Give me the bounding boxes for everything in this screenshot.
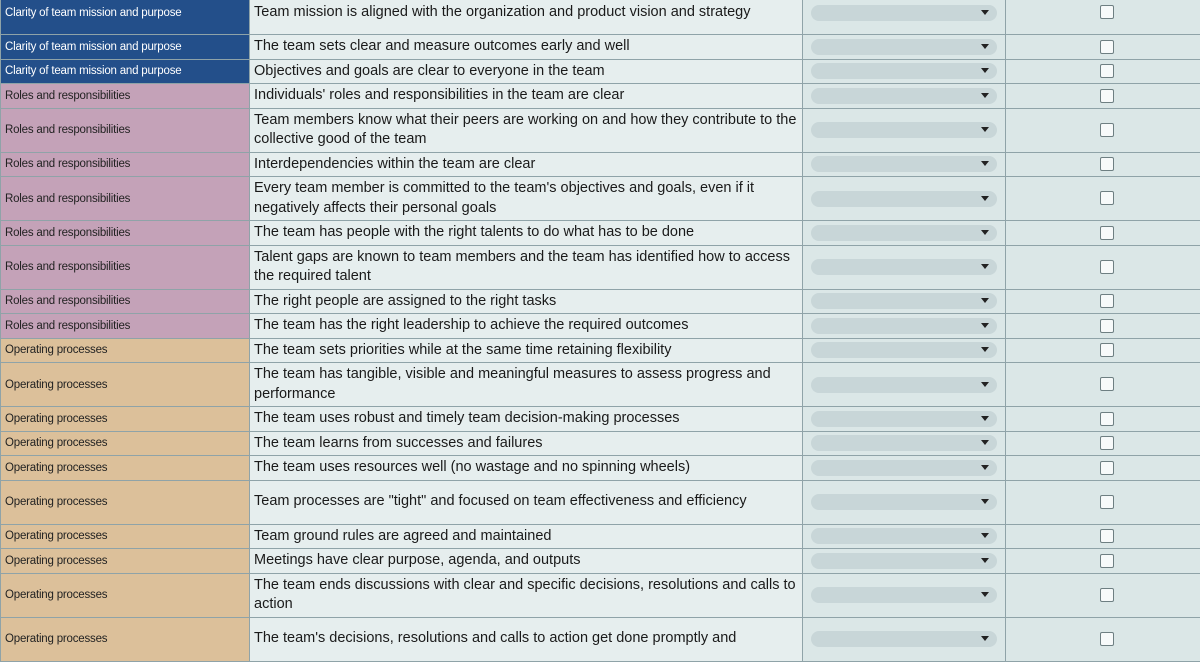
checkbox-icon[interactable] xyxy=(1100,260,1114,274)
question-cell: Objectives and goals are clear to everyone in the team xyxy=(250,59,803,84)
checkbox-icon[interactable] xyxy=(1100,319,1114,333)
chevron-down-icon[interactable] xyxy=(981,127,989,132)
checkbox-icon[interactable] xyxy=(1100,495,1114,509)
question-cell: Team mission is aligned with the organization and product vision and strategy xyxy=(250,0,803,35)
checkbox-icon[interactable] xyxy=(1100,632,1114,646)
assessment-rows xyxy=(1,0,1200,661)
question-cell: The team uses resources well (no wastage and no spinning wheels) xyxy=(250,456,803,481)
rating-cell xyxy=(803,35,1006,60)
checkbox-icon[interactable] xyxy=(1100,123,1114,137)
table-row xyxy=(1,363,1200,407)
chevron-down-icon[interactable] xyxy=(981,93,989,98)
rating-cell xyxy=(803,177,1006,221)
select-cell xyxy=(1006,549,1200,574)
rating-dropdown[interactable] xyxy=(811,63,997,79)
rating-dropdown[interactable] xyxy=(811,553,997,569)
question-cell: The team has the right leadership to achieve the required outcomes xyxy=(250,314,803,339)
table-row xyxy=(1,108,1200,152)
table-row xyxy=(1,314,1200,339)
category-cell: Roles and responsibilities xyxy=(1,289,250,314)
category-cell: Operating processes xyxy=(1,524,250,549)
chevron-down-icon[interactable] xyxy=(981,68,989,73)
rating-cell xyxy=(803,289,1006,314)
question-cell: The team uses robust and timely team decision-making processes xyxy=(250,407,803,432)
rating-cell xyxy=(803,0,1006,35)
select-cell xyxy=(1006,524,1200,549)
rating-dropdown[interactable] xyxy=(811,318,997,334)
rating-dropdown[interactable] xyxy=(811,39,997,55)
checkbox-icon[interactable] xyxy=(1100,436,1114,450)
rating-cell xyxy=(803,338,1006,363)
rating-cell xyxy=(803,617,1006,661)
checkbox-icon[interactable] xyxy=(1100,5,1114,19)
select-cell xyxy=(1006,314,1200,339)
chevron-down-icon[interactable] xyxy=(981,440,989,445)
rating-cell xyxy=(803,407,1006,432)
question-cell: The team learns from successes and failures xyxy=(250,431,803,456)
rating-cell xyxy=(803,573,1006,617)
chevron-down-icon[interactable] xyxy=(981,264,989,269)
rating-dropdown[interactable] xyxy=(811,528,997,544)
table-row xyxy=(1,573,1200,617)
rating-cell xyxy=(803,314,1006,339)
checkbox-icon[interactable] xyxy=(1100,226,1114,240)
category-cell: Clarity of team mission and purpose xyxy=(1,35,250,60)
question-cell: The team has people with the right talents to do what has to be done xyxy=(250,221,803,246)
table-row xyxy=(1,0,1200,35)
rating-dropdown[interactable] xyxy=(811,494,997,510)
select-cell xyxy=(1006,456,1200,481)
rating-dropdown[interactable] xyxy=(811,377,997,393)
select-cell xyxy=(1006,35,1200,60)
select-cell xyxy=(1006,407,1200,432)
select-cell xyxy=(1006,177,1200,221)
question-cell: The right people are assigned to the right tasks xyxy=(250,289,803,314)
table-row xyxy=(1,338,1200,363)
checkbox-icon[interactable] xyxy=(1100,191,1114,205)
category-cell: Operating processes xyxy=(1,407,250,432)
rating-cell xyxy=(803,431,1006,456)
question-cell: The team sets priorities while at the same time retaining flexibility xyxy=(250,338,803,363)
rating-cell xyxy=(803,456,1006,481)
rating-cell xyxy=(803,221,1006,246)
category-cell: Operating processes xyxy=(1,338,250,363)
category-cell: Clarity of team mission and purpose xyxy=(1,0,250,35)
table-row xyxy=(1,456,1200,481)
table-row xyxy=(1,480,1200,524)
category-cell: Roles and responsibilities xyxy=(1,152,250,177)
select-cell xyxy=(1006,363,1200,407)
category-cell: Roles and responsibilities xyxy=(1,221,250,246)
chevron-down-icon[interactable] xyxy=(981,230,989,235)
chevron-down-icon[interactable] xyxy=(981,10,989,15)
table-row xyxy=(1,177,1200,221)
checkbox-icon[interactable] xyxy=(1100,412,1114,426)
category-cell: Operating processes xyxy=(1,549,250,574)
select-cell xyxy=(1006,338,1200,363)
rating-cell xyxy=(803,363,1006,407)
rating-dropdown[interactable] xyxy=(811,225,997,241)
select-cell xyxy=(1006,480,1200,524)
rating-cell xyxy=(803,152,1006,177)
chevron-down-icon[interactable] xyxy=(981,323,989,328)
select-cell xyxy=(1006,108,1200,152)
chevron-down-icon[interactable] xyxy=(981,533,989,538)
rating-dropdown[interactable] xyxy=(811,88,997,104)
select-cell xyxy=(1006,59,1200,84)
select-cell xyxy=(1006,431,1200,456)
category-cell: Roles and responsibilities xyxy=(1,314,250,339)
table-row xyxy=(1,35,1200,60)
checkbox-icon[interactable] xyxy=(1100,554,1114,568)
table-row xyxy=(1,431,1200,456)
category-cell: Roles and responsibilities xyxy=(1,245,250,289)
rating-dropdown[interactable] xyxy=(811,435,997,451)
chevron-down-icon[interactable] xyxy=(981,592,989,597)
question-cell: Meetings have clear purpose, agenda, and outputs xyxy=(250,549,803,574)
table-row xyxy=(1,407,1200,432)
rating-dropdown[interactable] xyxy=(811,587,997,603)
checkbox-icon[interactable] xyxy=(1100,461,1114,475)
rating-dropdown[interactable] xyxy=(811,259,997,275)
question-cell: Individuals' roles and responsibilities in the team are clear xyxy=(250,84,803,109)
checkbox-icon[interactable] xyxy=(1100,294,1114,308)
table-row xyxy=(1,549,1200,574)
table-row xyxy=(1,59,1200,84)
category-cell: Operating processes xyxy=(1,363,250,407)
chevron-down-icon[interactable] xyxy=(981,465,989,470)
rating-cell xyxy=(803,108,1006,152)
question-cell: The team's decisions, resolutions and calls to action get done promptly and xyxy=(250,617,803,661)
checkbox-icon[interactable] xyxy=(1100,343,1114,357)
table-row xyxy=(1,524,1200,549)
table-row xyxy=(1,221,1200,246)
table-row xyxy=(1,289,1200,314)
table-row xyxy=(1,84,1200,109)
table-row xyxy=(1,245,1200,289)
category-cell: Operating processes xyxy=(1,617,250,661)
question-cell: Team members know what their peers are working on and how they contribute to the collective good of the team xyxy=(250,108,803,152)
chevron-down-icon[interactable] xyxy=(981,161,989,166)
select-cell xyxy=(1006,289,1200,314)
rating-cell xyxy=(803,480,1006,524)
checkbox-icon[interactable] xyxy=(1100,157,1114,171)
rating-dropdown[interactable] xyxy=(811,5,997,21)
rating-cell xyxy=(803,549,1006,574)
select-cell xyxy=(1006,0,1200,35)
chevron-down-icon[interactable] xyxy=(981,416,989,421)
rating-dropdown[interactable] xyxy=(811,631,997,647)
rating-cell xyxy=(803,245,1006,289)
question-cell: The team ends discussions with clear and specific decisions, resolutions and calls to action xyxy=(250,573,803,617)
select-cell xyxy=(1006,245,1200,289)
chevron-down-icon[interactable] xyxy=(981,558,989,563)
question-cell: The team sets clear and measure outcomes early and well xyxy=(250,35,803,60)
category-cell: Operating processes xyxy=(1,431,250,456)
chevron-down-icon[interactable] xyxy=(981,44,989,49)
rating-dropdown[interactable] xyxy=(811,411,997,427)
chevron-down-icon[interactable] xyxy=(981,382,989,387)
chevron-down-icon[interactable] xyxy=(981,347,989,352)
chevron-down-icon[interactable] xyxy=(981,499,989,504)
question-cell: Talent gaps are known to team members and the team has identified how to access the required talent xyxy=(250,245,803,289)
chevron-down-icon[interactable] xyxy=(981,298,989,303)
category-cell: Operating processes xyxy=(1,573,250,617)
rating-dropdown[interactable] xyxy=(811,460,997,476)
checkbox-icon[interactable] xyxy=(1100,377,1114,391)
question-cell: Every team member is committed to the team's objectives and goals, even if it negatively affects their personal goals xyxy=(250,177,803,221)
category-cell: Roles and responsibilities xyxy=(1,108,250,152)
rating-dropdown[interactable] xyxy=(811,342,997,358)
checkbox-icon[interactable] xyxy=(1100,89,1114,103)
chevron-down-icon[interactable] xyxy=(981,636,989,641)
chevron-down-icon[interactable] xyxy=(981,196,989,201)
rating-dropdown[interactable] xyxy=(811,191,997,207)
question-cell: Interdependencies within the team are clear xyxy=(250,152,803,177)
checkbox-icon[interactable] xyxy=(1100,40,1114,54)
select-cell xyxy=(1006,573,1200,617)
rating-cell xyxy=(803,524,1006,549)
category-cell: Operating processes xyxy=(1,456,250,481)
checkbox-icon[interactable] xyxy=(1100,529,1114,543)
category-cell: Roles and responsibilities xyxy=(1,84,250,109)
select-cell xyxy=(1006,152,1200,177)
select-cell xyxy=(1006,617,1200,661)
rating-dropdown[interactable] xyxy=(811,122,997,138)
question-cell: Team processes are "tight" and focused on team effectiveness and efficiency xyxy=(250,480,803,524)
category-cell: Clarity of team mission and purpose xyxy=(1,59,250,84)
question-cell: Team ground rules are agreed and maintained xyxy=(250,524,803,549)
table-row xyxy=(1,152,1200,177)
table-row xyxy=(1,617,1200,661)
rating-cell xyxy=(803,84,1006,109)
select-cell xyxy=(1006,221,1200,246)
category-cell: Roles and responsibilities xyxy=(1,177,250,221)
select-cell xyxy=(1006,84,1200,109)
question-cell: The team has tangible, visible and meaningful measures to assess progress and performance xyxy=(250,363,803,407)
rating-dropdown[interactable] xyxy=(811,156,997,172)
rating-cell xyxy=(803,59,1006,84)
checkbox-icon[interactable] xyxy=(1100,588,1114,602)
category-cell: Operating processes xyxy=(1,480,250,524)
rating-dropdown[interactable] xyxy=(811,293,997,309)
checkbox-icon[interactable] xyxy=(1100,64,1114,78)
